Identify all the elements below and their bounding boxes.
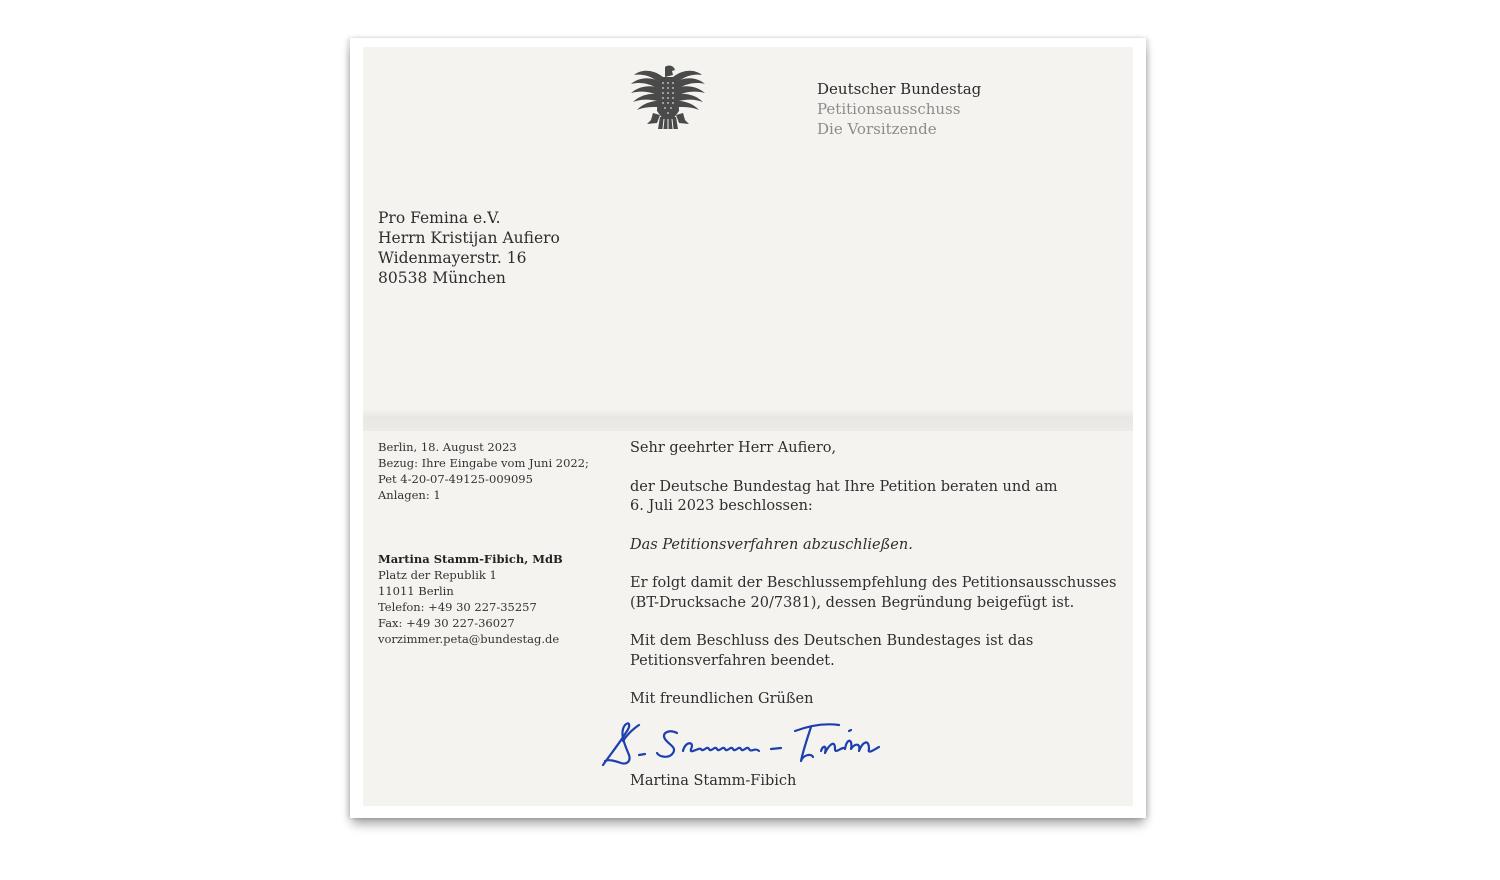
sender-contact — [378, 551, 563, 647]
paragraph-line: Petitionsverfahren beendet. — [630, 652, 835, 669]
letter-date: Berlin, 18. August 2023 — [378, 440, 517, 454]
paragraph-line: Er folgt damit der Beschlussempfehlung des Petitionsausschusses — [630, 575, 1117, 591]
attachments-count: Anlagen: 1 — [378, 488, 441, 502]
paragraph-line: der Deutsche Bundestag hat Ihre Petition beraten und am — [630, 478, 1058, 495]
closing: Mit freundlichen Grüßen — [630, 691, 814, 707]
letter-paper — [363, 47, 1133, 806]
committee-role: Die Vorsitzende — [817, 120, 937, 138]
organization-name: Deutscher Bundestag — [817, 80, 982, 98]
paper-fold — [363, 409, 1133, 431]
signatory-name: Martina Stamm-Fibich — [630, 773, 797, 789]
salutation: Sehr geehrter Herr Aufiero, — [630, 440, 837, 456]
paragraph-line: Mit dem Beschluss des Deutschen Bundestages ist das — [630, 633, 1034, 649]
sender-email: vorzimmer.peta@bundestag.de — [378, 632, 560, 646]
committee-name: Petitionsausschuss — [817, 100, 961, 118]
paragraph-line: 6. Juli 2023 beschlossen: — [630, 498, 813, 514]
recipient-line: Herrn Kristijan Aufiero — [378, 229, 560, 247]
handwritten-signature — [599, 711, 929, 771]
recipient-line: Widenmayerstr. 16 — [378, 249, 527, 267]
sender-phone: Telefon: +49 30 227-35257 — [378, 600, 537, 614]
bundesadler-eagle-icon — [629, 63, 707, 131]
letter-body — [630, 439, 1130, 710]
letterhead — [817, 79, 981, 139]
decision-text: Das Petitionsverfahren abzuschließen. — [630, 536, 913, 553]
reference-subject: Bezug: Ihre Eingabe vom Juni 2022; — [378, 456, 589, 470]
photo-frame — [350, 38, 1146, 818]
reference-block — [378, 439, 589, 503]
sender-street: Platz der Republik 1 — [378, 568, 497, 582]
sender-fax: Fax: +49 30 227-36027 — [378, 616, 515, 630]
recipient-address — [378, 208, 560, 288]
recipient-line: Pro Femina e.V. — [378, 209, 501, 227]
petition-number: Pet 4-20-07-49125-009095 — [378, 472, 533, 486]
sender-name: Martina Stamm-Fibich, MdB — [378, 552, 563, 566]
sender-city: 11011 Berlin — [378, 584, 454, 598]
paragraph-line: (BT-Drucksache 20/7381), dessen Begründung beigefügt ist. — [630, 594, 1075, 611]
recipient-line: 80538 München — [378, 269, 506, 287]
